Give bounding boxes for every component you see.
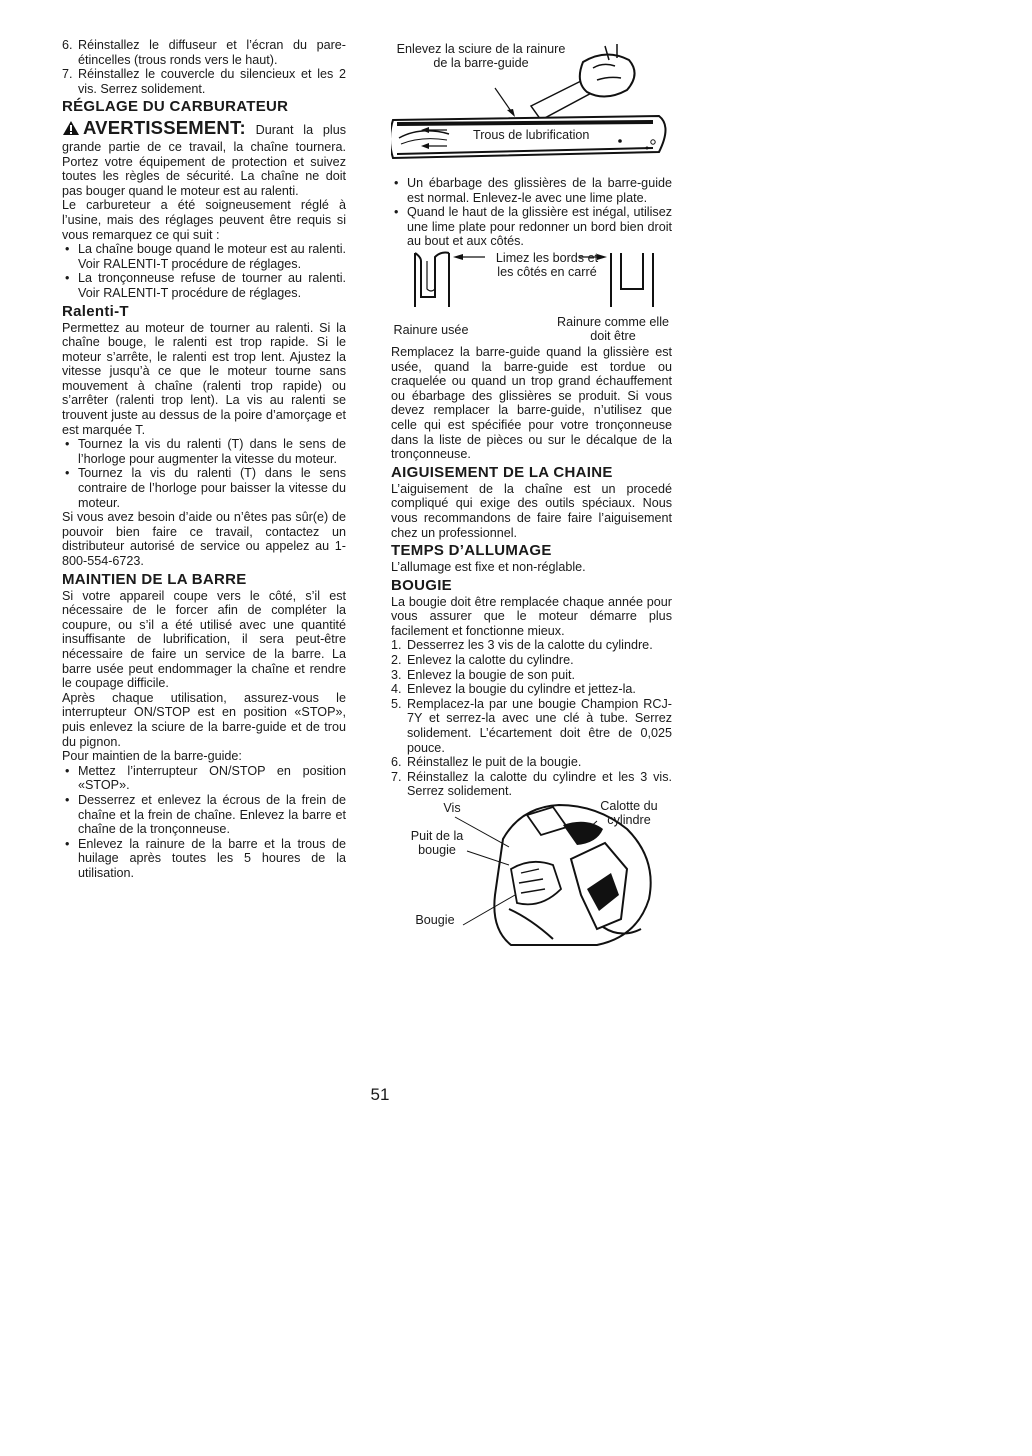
paragraph: Le carbureteur a été soigneusement réglé à l’usine, mais des réglages peuvent être requis si vous remarquez ce qui suit : — [62, 198, 346, 242]
paragraph: L’allumage est fixe et non-réglable. — [391, 560, 586, 575]
bullet-list — [62, 764, 346, 881]
list-item: • La tronçonneuse refuse de tourner au ralenti. Voir RALENTI-T procédure de réglages. — [62, 271, 346, 300]
fig-label-sawdust: Enlevez la sciure de la rainure de la barre-guide — [396, 42, 566, 70]
fig-label-file-edges: Limez les bords et les côtés en carré — [495, 250, 599, 279]
heading-bougie: BOUGIE — [391, 576, 452, 594]
list-item: • Enlevez la rainure de la barre et la trous de huilage après toutes les 5 houres de la utilisation. — [62, 837, 346, 881]
warning-title: AVERTISSEMENT: — [83, 117, 246, 139]
fig-label-cylinder-cover: Calotte du cylindre — [600, 799, 658, 827]
warning-triangle-icon — [62, 120, 80, 140]
heading-ralenti: Ralenti-T — [62, 302, 129, 320]
list-item: • Desserrez et enlevez la écrous de la frein de chaîne et la frein de chaîne. Enlevez la barre et chaîne de la tronçonneuse. — [62, 793, 346, 837]
heading-temps: TEMPS D’ALLUMAGE — [391, 542, 552, 560]
list-item: 5. Remplacez-la par une bougie Champion RCJ-7Y et serrez-la avec une clé à tube. Serrez solidement. L’écartement doit être de 0,025 pouce. — [391, 696, 672, 755]
carburetor-steps-list — [62, 38, 346, 96]
left-column — [62, 38, 346, 880]
list-item: 1. Desserrez les 3 vis de la calotte du cylindre. — [391, 638, 653, 653]
guide-bar-figure — [391, 38, 672, 168]
heading-barre: MAINTIEN DE LA BARRE — [62, 570, 247, 588]
fig-label-screw: Vis — [443, 801, 461, 815]
list-item: • La chaîne bouge quand le moteur est au ralenti. Voir RALENTI-T procédure de réglages. — [62, 242, 346, 271]
paragraph: L’aiguisement de la chaîne est un procedé compliqué qui exige des outils spéciaux. Nous vous recommandons de faire faire l’aiguisement chez un professionnel. — [391, 481, 672, 540]
fig-label-plug-well: Puit de la bougie — [410, 829, 464, 857]
spark-plug-figure — [391, 799, 672, 949]
fig-label-worn-rail: Rainure usée — [393, 322, 469, 337]
list-item: 2. Enlevez la calotte du cylindre. — [391, 653, 574, 668]
fig-label-lubrication-holes: Trous de lubrification — [473, 128, 590, 142]
list-item: 3. Enlevez la bougie de son puit. — [391, 667, 576, 682]
paragraph: Remplacez la barre-guide quand la glissière est usée, quand la barre-guide est tordue ou craquelée ou quand un trop grand échauffement ou ébarbage des glissières se produit. Si vous devez remplacer la barre-guide, n’utilisez que celle qui est spécifiée pour votre tronçonneuse dans la liste de pièces ou sur le décalque de la tronçonneuse. — [391, 344, 672, 462]
list-item: 7. Réinstallez la calotte du cylindre et les 3 vis. Serrez solidement. — [391, 769, 672, 799]
paragraph: Après chaque utilisation, assurez-vous le interrupteur ON/STOP est en position «STOP», puis enlevez la sciure de la barre-guide et de trou du pignon. — [62, 690, 346, 749]
spark-plug-steps-list — [391, 638, 672, 799]
guide-bar-illustration — [391, 38, 672, 168]
fig-label-proper-rail: Rainure comme elle doit être — [557, 314, 669, 343]
bullet-list — [62, 437, 346, 510]
bullet-list — [62, 242, 346, 300]
fig-label-spark-plug: Bougie — [415, 913, 455, 927]
page-number: 51 — [370, 1085, 390, 1104]
heading-reglage: RÉGLAGE DU CARBURATEUR — [62, 98, 289, 116]
paragraph: Si vous avez besoin d’aide ou n’êtes pas sûr(e) de pouvoir bien faire ce travail, contactez un distributeur autorisé de service ou appelez au 1-800-554-6723. — [62, 510, 346, 568]
warning-paragraph — [62, 117, 346, 198]
paragraph: Si votre appareil coupe vers le côté, s’il est nécessaire de le forcer afin de compléter la coupure, ou s’il a été utilisé avec une quantité insuffisante de lubrification, il sera peut-être nécessaire de faire un service de la barre. La barre usée peut endommager la chaîne et rendre le coupage difficile. — [62, 588, 346, 691]
paragraph: Pour maintien de la barre-guide: — [62, 749, 242, 764]
warning-text: Durant la plus grande partie de ce travail, la chaîne tournera. Portez votre équipement de protection et suivez toutes les règles de sécurité. La chaîne ne doit pas bouger quand le moteur est au ralenti. — [62, 123, 346, 198]
heading-aiguisement: AIGUISEMENT DE LA CHAINE — [391, 463, 613, 481]
list-item: 4. Enlevez la bougie du cylindre et jettez-la. — [391, 682, 636, 697]
paragraph: La bougie doit être remplacée chaque année pour vous assurer que le moteur démarre plus facilement et fonctionne mieux. — [391, 594, 672, 638]
list-item: • Tournez la vis du ralenti (T) dans le sens de l’horloge pour augmenter la vitesse du moteur. — [62, 437, 346, 466]
list-item: • Un ébarbage des glissières de la barre-guide est normal. Enlevez-le avec une lime plate. — [391, 176, 672, 205]
rail-figure — [391, 249, 672, 341]
list-item: 7. Réinstallez le couvercle du silencieux et les 2 vis. Serrez solidement. — [62, 67, 346, 96]
list-item: 6. Réinstallez le puit de la bougie. — [391, 755, 582, 770]
right-column — [391, 38, 672, 949]
list-item: • Mettez l’interrupteur ON/STOP en position «STOP». — [62, 764, 346, 793]
bullet-list — [391, 176, 672, 249]
list-item: • Quand le haut de la glissière est inégal, utilisez une lime plate pour redonner un bord bien droit au bout et aux côtés. — [391, 205, 672, 249]
list-item: • Tournez la vis du ralenti (T) dans le sens contraire de l’horloge pour baisser la vitesse du moteur. — [62, 466, 346, 510]
paragraph: Permettez au moteur de tourner au ralenti. Si la chaîne bouge, le ralenti est trop rapide. Si le moteur s’arrête, le ralenti est trop lent. Ajustez la vitesse jusqu’à ce que le moteur tourne sans mouvement à chaîne (ralenti trop rapide) ou s’arrêter (ralenti trop lent). La vis au ralenti se trouvent juste au dessus de la poire d’amorçage et est marquée T. — [62, 320, 346, 437]
list-item: 6. Réinstallez le diffuseur et l’écran du pare-étincelles (trous ronds vers le haut). — [62, 38, 346, 67]
